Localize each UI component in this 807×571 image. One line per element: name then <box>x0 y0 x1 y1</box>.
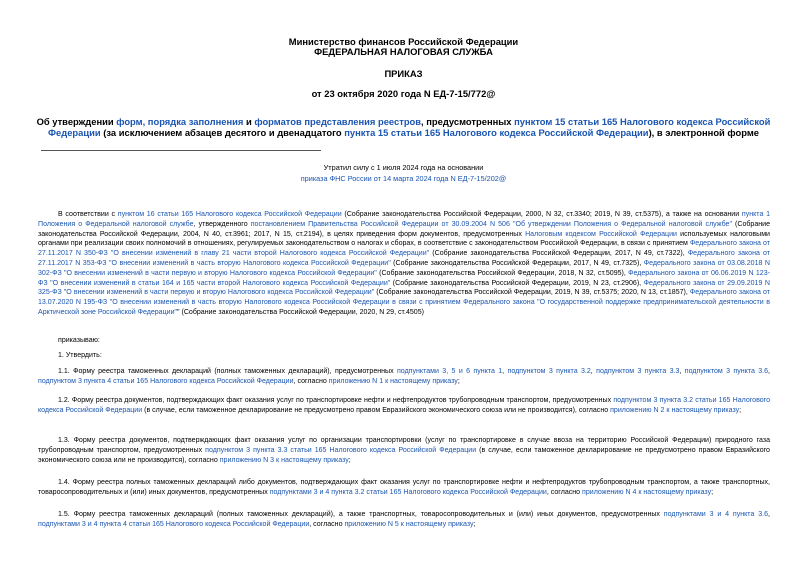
paragraph-text: , <box>679 368 685 375</box>
legal-reference-link[interactable]: постановлением Правительства Российской Федерации от 30.09.2004 N 506 "Об утверждении Положения о Федеральной налоговой службе" <box>250 220 732 228</box>
paragraph-text: ; <box>473 520 476 528</box>
paragraph-text: (в случае, если таможенное декларирование не предусмотрено правом Евразийского экономического союза или не производится), согласно <box>38 446 770 464</box>
legal-reference-link[interactable]: подпунктом 3 пункта 3.3 статьи 165 Налогового кодекса Российской Федерации <box>205 446 477 454</box>
paragraph-text: (Собрание законодательства Российской Федерации, 2018, N 32, ст.5095), <box>376 269 629 277</box>
order-word <box>38 336 770 346</box>
paragraph-text: , утвержденного <box>193 220 251 228</box>
paragraph-text: (Собрание законодательства Российской Федерации, 2017, N 49, ст.7322), <box>429 250 688 258</box>
divider-line <box>41 150 321 151</box>
legal-reference-link[interactable]: Федерального закона от 03.08.2018 N 302-ФЗ "О внесении изменений в части первую и вторую Налогового кодекса Российской Федерации" <box>38 259 770 277</box>
paragraph-text: ; <box>348 456 351 464</box>
paragraph-text: 1.5. Форму реестра таможенных деклараций (полных таможенных деклараций), а также транспортных, товаросопроводительных и (или) иных документов, предусмотренных <box>58 511 664 518</box>
document-title-line-2 <box>0 127 807 138</box>
legal-reference-link[interactable]: подпунктом 3 пункта 3.6 <box>684 368 769 375</box>
legal-reference-link[interactable]: подпунктами 3, 5 и 6 пункта 1 <box>396 368 503 375</box>
item-paragraph <box>38 396 770 416</box>
legal-reference-link[interactable]: приложению N 3 к настоящему приказу <box>219 456 349 464</box>
title-text: и <box>243 116 255 127</box>
paragraph-text: используемых налоговыми органами при реализации своих полномочий в отношениях, регулируемых законодательством о налогах и сборах, в соответствие с законодательством Российской Федерации, в связи с принятием <box>38 230 770 248</box>
legal-reference-link[interactable]: подпунктами 3 и 4 пункта 3.2 статьи 165 Налогового кодекса Российской Федерации <box>269 488 547 496</box>
repeal-note: Утратил силу с 1 июля 2024 года на основании <box>323 163 484 172</box>
paragraph-text: 1.2. Форму реестра документов, подтверждающих факт оказания услуг по транспортировке нефти и нефтепродуктов трубопроводным транспортом, предусмотренных <box>58 397 614 404</box>
legal-reference-link[interactable]: приложению N 1 к настоящему приказу <box>328 377 458 385</box>
paragraph-text: ; <box>711 488 714 496</box>
approve-heading <box>38 351 770 361</box>
approve-text: 1. Утвердить: <box>58 352 102 359</box>
document-type: ПРИКАЗ <box>384 68 423 79</box>
document-date-number: от 23 октября 2020 года N ЕД-7-15/772@ <box>311 88 496 99</box>
paragraph-text: 1.4. Форму реестра полных таможенных деклараций либо документов, подтверждающих факт оказания услуг по транспортировке нефти и нефтепродуктов трубопроводным транспортом, а также транспортных, товаросопроводительных и (или) иных документов, предусмотренных <box>38 479 770 496</box>
legal-reference-link[interactable]: Федерального закона от 27.11.2017 N 353-ФЗ "О внесении изменений в часть вторую Налогового кодекса Российской Федерации" <box>38 250 770 267</box>
title-link-article[interactable]: пунктом 15 статьи 165 Налогового кодекса Российской <box>514 116 771 127</box>
legal-reference-link[interactable]: пункта 1 Положения о Федеральной налоговой службе <box>38 211 771 228</box>
paragraph-text: (Собрание законодательства Российской Федерации, 2017, N 49, ст.7325), <box>390 259 644 267</box>
legal-reference-link[interactable]: пунктом 16 статьи 165 Налогового кодекса Российской Федерации <box>117 211 342 218</box>
paragraph-text: , <box>590 368 597 375</box>
paragraph-text: , <box>768 368 771 375</box>
title-text: ), в электронной форме <box>648 127 759 138</box>
paragraph-text: В соответствии с <box>58 211 118 218</box>
document-title-line-1 <box>0 116 807 127</box>
item-paragraph <box>38 367 770 387</box>
legal-reference-link[interactable]: подпунктами 3 и 4 пункта 4 статьи 165 Налогового кодекса Российской Федерации <box>38 520 310 528</box>
legal-reference-link[interactable]: Налоговым кодексом Российской Федерации <box>525 230 677 238</box>
legal-reference-link[interactable]: Федерального закона от 29.09.2019 N 325-ФЗ "О внесении изменений в части первую и вторую Налогового кодекса Российской Федерации" <box>38 279 770 297</box>
paragraph-text: 1.3. Форму реестра документов, подтверждающих факт оказания услуг по организации транспортировки (услуг по транспортировке в случае ввоза на территорию Российской Федерации) природного газа трубопроводным транспортом, предусмотренных <box>38 437 770 454</box>
paragraph-text: (Собрание законодательства Российской Федерации, 2019, N 39, ст.5375; 2020, N 13, ст.1857), <box>374 289 690 297</box>
title-text: (за исключением абзацев десятого и двенадцатого <box>100 127 345 138</box>
title-link-article-2[interactable]: пункта 15 статьи 165 Налогового кодекса Российской Федерации <box>344 127 649 138</box>
preamble-paragraph <box>38 210 770 318</box>
paragraph-text: 1.1. Форму реестра таможенных деклараций (полных таможенных деклараций), предусмотренных <box>58 368 397 375</box>
paragraph-text: (Собрание законодательства Российской Федерации, 2019, N 23, ст.2906), <box>390 279 644 287</box>
paragraph-text: , согласно <box>546 488 583 496</box>
legal-reference-link[interactable]: Федерального закона от 06.06.2019 N 123-ФЗ "О внесении изменений в статьи 164 и 165 части второй Налогового кодекса Российской Федерации" <box>38 269 770 287</box>
paragraph-text: ; <box>457 377 460 385</box>
legal-reference-link[interactable]: подпунктом 3 пункта 4 статьи 165 Налогового кодекса Российской Федерации <box>38 377 294 385</box>
ministry-name: Министерство финансов Российской Федерации <box>288 36 519 47</box>
paragraph-text: ; <box>739 406 742 414</box>
paragraph-text: , <box>502 368 508 375</box>
repeal-link[interactable]: приказа ФНС России от 14 марта 2024 года N ЕД-7-15/202@ <box>300 174 507 183</box>
legal-reference-link[interactable]: приложению N 5 к настоящему приказу <box>344 520 474 528</box>
paragraph-text: " (Собрание законодательства Российской Федерации, 2020, N 29, ст.4505) <box>177 308 424 316</box>
item-paragraph <box>38 510 770 530</box>
paragraph-text: , согласно <box>293 377 329 385</box>
item-paragraph <box>38 436 770 465</box>
item-paragraph <box>38 478 770 498</box>
title-link-formats[interactable]: форматов представления реестров <box>254 116 422 127</box>
legal-reference-link[interactable]: приложению N 2 к настоящему приказу <box>610 406 740 414</box>
title-text: Об утверждении <box>36 116 117 127</box>
paragraph-text: (Собрание законодательства Российской Федерации, 2004, N 40, ст.3961; 2017, N 15, ст.2194), в целях приведения форм документов, предусмотренных <box>38 220 771 238</box>
title-link-article-cont[interactable]: Федерации <box>48 127 101 138</box>
order-word-text: приказываю: <box>58 337 100 344</box>
service-name: ФЕДЕРАЛЬНАЯ НАЛОГОВАЯ СЛУЖБА <box>314 46 493 57</box>
legal-reference-link[interactable]: подпунктами 3 и 4 пункта 3.6 <box>663 511 769 518</box>
title-link-forms[interactable]: форм, порядка заполнения <box>116 116 244 127</box>
paragraph-text: (в случае, если таможенное декларирование не предусмотрено правом Евразийского экономического союза или не производится), согласно <box>142 406 611 414</box>
legal-reference-link[interactable]: приложению N 4 к настоящему приказу <box>582 488 712 496</box>
paragraph-text: , согласно <box>309 520 345 528</box>
legal-reference-link[interactable]: Федерального закона от 13.07.2020 N 195-ФЗ "О внесении изменений в часть вторую Налогового кодекса Российской Федерации в связи с принятием Федерального закона "О государственной поддержке предпринимательской деятельности в Арктической зоне Российской Федерации" <box>38 289 770 316</box>
legal-reference-link[interactable]: подпунктом 3 пункта 3.3 <box>596 368 680 375</box>
paragraph-text: (Собрание законодательства Российской Федерации, 2000, N 32, ст.3340; 2019, N 39, ст.5375), а также на основании <box>341 211 742 218</box>
legal-reference-link[interactable]: подпунктом 3 пункта 3.2 <box>507 368 591 375</box>
legal-reference-link[interactable]: подпунктом 3 пункта 3.2 статьи 165 Налогового кодекса Российской Федерации <box>38 397 770 414</box>
paragraph-text: , <box>768 511 770 518</box>
legal-reference-link[interactable]: Федерального закона от 27.11.2017 N 350-ФЗ "О внесении изменений в главу 21 части второй Налогового кодекса Российской Федерации" <box>38 240 771 258</box>
title-text: , предусмотренных <box>421 116 515 127</box>
